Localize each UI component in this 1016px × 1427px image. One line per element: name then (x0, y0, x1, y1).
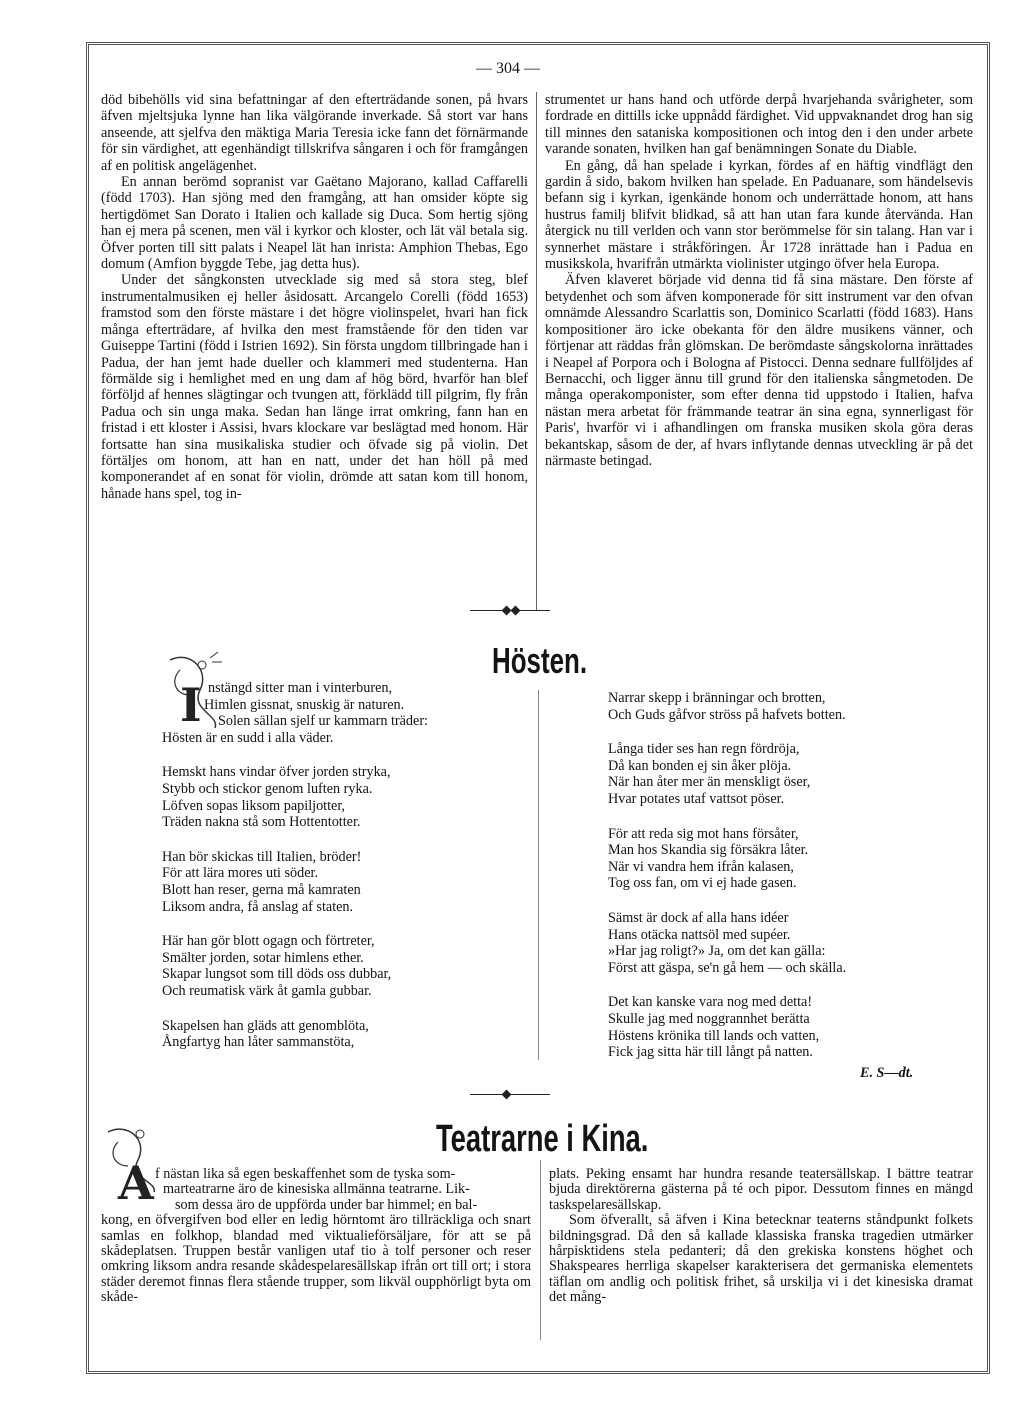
drop-cap: I (180, 678, 202, 732)
verse-line: Man hos Skandia sig försäkra låter. (608, 842, 809, 859)
verse-line: Skapar lungsot som till döds oss dubbar, (162, 966, 392, 983)
article2-right-column (549, 1167, 973, 1306)
verse-line: Liksom andra, få anslag af staten. (162, 898, 354, 915)
section-separator (470, 1090, 550, 1099)
article1-right-column (545, 92, 973, 469)
article-title: Teatrarne i Kina. (436, 1118, 649, 1160)
verse-line: nstängd sitter man i vinterburen, (208, 680, 393, 696)
verse-line: Långa tider ses han regn fördröja, (608, 741, 800, 758)
stanza (162, 933, 502, 999)
poem-title: Hösten. (492, 640, 588, 681)
page-number: — 304 — (476, 60, 540, 77)
stanza (608, 826, 958, 892)
verse-line: Då kan bonden ej sin åker plöja. (608, 757, 792, 774)
stanza (608, 741, 958, 807)
verse-line: Himlen gissnat, snuskig är naturen. (204, 696, 405, 713)
separator-diamond (502, 1090, 512, 1100)
verse-line: Skapelsen han gläds att genomblöta, (162, 1017, 369, 1034)
verse-line: Hans otäcka nattsöl med supéer. (608, 926, 791, 943)
verse-line: Här han gör blott ogagn och förtreter, (162, 933, 375, 950)
text-line: som dessa äro de uppförda under bar himmel; en bal- (175, 1196, 478, 1213)
verse-line: Blott han reser, gerna må kamraten (162, 881, 361, 898)
paragraph: En gång, då han spelade i kyrkan, fördes af en häftig vindflägt den gardin å sido, bakom hvilken han spelade. En Paduanare, som händelsevis befann sig i kyrkan, igenkände honom och underrättade honom, att hans hustrus familj blifvit blidkad, så att han utan fara kunde återvända. Han återgick nu till verlden och vann stor berömmelse för sin talang. Han var i synnerhet mästare i stråkföringen. År 1728 inrättade han i Padua en musikskola, hvarifrån utmärkta violinister utgingo öfver hela Europa. (545, 157, 973, 273)
poem-left-column (162, 680, 502, 1069)
verse-line: Skulle jag med noggrannhet berätta (608, 1010, 810, 1027)
stanza (608, 690, 958, 723)
verse-line: Höstens krönika till lands och vatten, (608, 1027, 820, 1044)
stanza (162, 1018, 502, 1051)
drop-cap: A (118, 1156, 154, 1210)
poem-right-column (608, 690, 958, 1079)
article2-left-column (101, 1167, 531, 1306)
article1-left-column (101, 92, 528, 502)
verse-line: Narrar skepp i bränningar och brotten, (608, 690, 826, 706)
stanza (608, 910, 958, 976)
verse-line: Tog oss fan, om vi ej hade gasen. (608, 875, 797, 892)
paragraph: Som öfverallt, så äfven i Kina betecknar teaterns ståndpunkt folkets bildningsgrad. Då den så kallade klassiska franska tragedien utmärker hårpisktidens stela pedanteri; då den grekiska konstens höghet och Shakspeares herrliga skapelser karakterisera det germaniska elementets täflan om andlig och politisk frihet, så urskilja vi i det kinesiska dramat det mång- (549, 1212, 973, 1306)
section-separator (470, 606, 550, 615)
verse-line: Och reumatisk värk åt gamla gubbar. (162, 982, 372, 999)
paragraph: Under det sångkonsten utvecklade sig med så stora steg, blef instrumentalmusiken ej heller åsidosatt. Arcangelo Corelli (född 1653) framstod som den förste mästare i det högre violinspelet, hvari han fick många efterträdare, af hvilka den mest framstående för den tiden var Guiseppe Tartini (född i Istrien 1692). Sin första ungdom tillbringade han i Padua, der han jemt hade dueller och klammeri med studenterna. Han förmälde sig i hemlighet med en ung dam af hög börd, hvarför han blef förföljd af hennes slägtingar och tvungen att, förklädd till pilgrim, fly från Padua och sin unga maka. Sedan han länge irrat omkring, fann han en fristad i ett kloster i Assisi, hvars klockare var beslägtad med honom. Här fortsatte han sina musikaliska studier och öfvade sig på violin. Det förtäljes om honom, att han en natt, under det han höll på med komponerandet af en sonat för violin, drömde att satan kom till honom, hånade hans spel, tog in- (101, 272, 528, 502)
verse-line: Hvar potates utaf vattsot pöser. (608, 790, 785, 807)
verse-line: Fick jag sitta här till långt på natten. (608, 1044, 813, 1061)
separator-diamond (511, 606, 521, 616)
verse-line: När han åter mer än menskligt öser, (608, 774, 811, 791)
stanza (162, 680, 502, 746)
paragraph: plats. Peking ensamt har hundra resande teatersällskap. I bättre teatrar bjuda direktörerna gästerna på té och pipor. Dessutom finnes en mängd taskspelaresällskap. (549, 1166, 973, 1213)
paragraph: Äfven klaveret började vid denna tid få sina mästare. Den förste af betydenhet och som äfven komponerade för sitt instrument var den ofvan omnämde Alessandro Scarlattis son, Dominico Scarlatti (född 1683). Hans kompositioner äro icke obekanta för den äldre musikens vänner, och förtjenar att räddas från glömskan. De berömdaste sångskolorna inrättades i Neapel af Porpora och i Bologna af Pistocci. Denna sednare fullföljdes af Bernacchi, och ligger ännu till grund för den italienska sångmetoden. De många operakomponister, som efter denna tid uppstodo i Italien, hafva nästan mera arbetat för främmande teatrar än sina egna, synnerligast för Paris', hvarför vi i afhandlingen om franska musiken skola göra deras bekantskap, såsom de der, af hvars inflytande dennas utveckling är på det närmaste betingad. (545, 272, 973, 469)
verse-line: Hemskt hans vindar öfver jorden stryka, (162, 764, 391, 781)
verse-line: Först att gäspa, se'n gå hem — och skälla. (608, 959, 847, 976)
text-line: f nästan lika så egen beskaffenhet som de tyska som- (155, 1166, 456, 1182)
column-divider (538, 690, 539, 1060)
verse-line: För att reda sig mot hans försåter, (608, 825, 799, 842)
verse-line: Det kan kanske vara nog med detta! (608, 994, 813, 1011)
paragraph: kong, en öfvergifven bod eller en ledig hörntomt äro tillräckliga och snart samlas en folkhop, blandad med viktualieförsäljare, för att se på skådeplatsen. Truppen består vanligen utaf tio à tolf personer och reser omkring liksom andra resande skådespelaresällskap ifrån ort till ort; i stora städer deremot finnas flera stående trupper, som likväl oupphörligt byta om skåde- (101, 1212, 531, 1306)
stanza (162, 849, 502, 915)
verse-line: För att lära mores uti söder. (162, 865, 319, 882)
verse-line: Stybb och stickor genom luften ryka. (162, 780, 373, 797)
verse-line: Hösten är en sudd i alla väder. (162, 729, 334, 746)
text-line: marteatrarne äro de kinesiska allmänna teatrarne. Lik- (163, 1181, 470, 1198)
verse-line: Ångfartyg han låter sammanstöta, (162, 1034, 355, 1051)
verse-line: Sämst är dock af alla hans idéer (608, 909, 789, 926)
verse-line: Löfven sopas liksom papiljotter, (162, 797, 346, 814)
stanza (608, 994, 958, 1060)
verse-line: Han bör skickas till Italien, bröder! (162, 848, 362, 865)
verse-line: Smälter jorden, sotar himlens ether. (162, 949, 364, 966)
paragraph: En annan berömd sopranist var Gaëtano Majorano, kallad Caffarelli (född 1703). Han sjöng med den framgång, att han omsider köpte sig hertigdömet San Dorato i Italien och kallade sig Duca. Som hertig sjöng han ej mera på scenen, men väl i kyrkor och kloster, och lät väl betala sig. Öfver porten till sitt palats i Neapel lät han inrista: Amphion Thebas, Ego domum (Amfion byggde Tebe, jag detta hus). (101, 174, 528, 273)
verse-line: När vi vandra hem ifrån kalasen, (608, 858, 794, 875)
poem-signature: E. S—dt. (860, 1065, 914, 1081)
verse-line: »Har jag roligt?» Ja, om det kan gälla: (608, 943, 826, 960)
stanza (162, 764, 502, 830)
verse-line: Och Guds gåfvor ströss på hafvets botten. (608, 706, 846, 723)
paragraph: strumentet ur hans hand och utförde derpå hvarjehanda svårigheter, som fordrade en dittills icke uppnådd färdighet. Vid uppvaknandet drog han sig till minnes den sataniska kompositionen och intog den i den under arbete varande sonaten, hvilken han gaf benämningen Sonate du Diable. (545, 92, 973, 158)
verse-line: Solen sällan sjelf ur kammarn träder: (218, 713, 428, 730)
column-divider (536, 92, 537, 610)
verse-line: Träden nakna stå som Hottentotter. (162, 814, 361, 831)
paragraph: död bibehölls vid sina befattningar af den efterträdande sonen, på hvars äfven mjeltsjuka lynne han lika välgörande inverkade. Så stort var hans anseende, att sjelfva den mäktiga Maria Teresia icke fann det förnärmande för sin värdighet, att egenhändigt tillskrifva sångaren i och för framgången af en politisk angelägenhet. (101, 92, 528, 174)
column-divider (540, 1160, 541, 1340)
